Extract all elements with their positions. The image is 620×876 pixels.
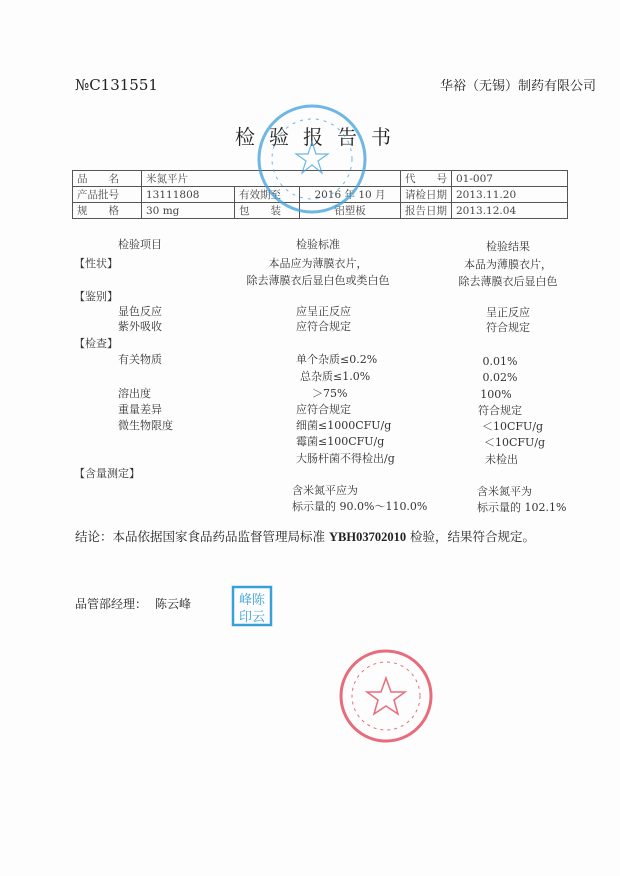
result: 呈正反应 [486, 306, 530, 319]
label: 有效期至 [235, 187, 300, 203]
result: 除去薄膜衣后显白色 [458, 275, 558, 288]
product-name: 米氮平片 [142, 171, 401, 187]
label: 产品批号 [73, 187, 142, 203]
standard: 大肠杆菌不得检出/g [296, 452, 395, 465]
result: 未检出 [485, 453, 518, 466]
col-result: 检验结果 [486, 240, 530, 253]
result: 标示量的 102.1% [477, 501, 567, 514]
conclusion-text: 检验，结果符合规定。 [406, 529, 536, 544]
label: 报告日期 [401, 203, 452, 219]
section-appearance: 【性状】 [74, 257, 118, 270]
svg-text:峰陈: 峰陈 [238, 593, 266, 608]
standard: 标示量的 90.0%～110.0% [292, 500, 428, 513]
result: 0.02% [482, 371, 518, 384]
standard: 细菌≤1000CFU/g [296, 419, 392, 432]
item: 溶出度 [118, 387, 151, 400]
item: 有关物质 [118, 353, 162, 366]
label: 请检日期 [401, 187, 452, 203]
item: 重量差异 [118, 403, 162, 416]
standard: 应符合规定 [296, 403, 351, 416]
result: 符合规定 [478, 404, 522, 417]
batch-number: 13111808 [142, 187, 235, 203]
label: 品 名 [73, 171, 142, 187]
standard-code: YBH03702010 [328, 530, 407, 544]
request-date: 2013.11.20 [452, 187, 568, 203]
standard: 含米氮平应为 [292, 484, 358, 497]
standard: 单个杂质≤0.2% [296, 353, 378, 366]
section-identification: 【鉴别】 [74, 290, 118, 303]
result: 符合规定 [486, 321, 530, 334]
item: 紫外吸收 [118, 320, 162, 333]
conclusion-text: 结论：本品依据国家食品药品监督管理局标准 [75, 529, 329, 544]
standard: 除去薄膜衣后显白色或类白色 [246, 274, 390, 287]
item: 显色反应 [118, 305, 162, 318]
result: ＜10CFU/g [482, 420, 544, 433]
col-item: 检验项目 [118, 238, 162, 251]
section-tests: 【检查】 [74, 337, 118, 350]
result: 0.01% [482, 355, 518, 368]
label: 规 格 [73, 203, 142, 219]
manager-name: 陈云峰 [155, 597, 192, 611]
result: 本品为薄膜衣片， [464, 258, 552, 271]
result: 含米氮平为 [477, 485, 532, 498]
label: 包 装 [235, 203, 300, 219]
expiry: 2016 年 10 月 [300, 187, 401, 203]
packaging: 铝塑板 [300, 203, 401, 219]
section-assay: 【含量测定】 [74, 467, 140, 480]
conclusion [75, 530, 535, 544]
result: 100% [480, 388, 512, 401]
standard: 霉菌≤100CFU/g [296, 435, 385, 448]
manager-signature [75, 597, 191, 611]
standard: 应符合规定 [296, 320, 351, 333]
company-name: 华裕（无锡）制药有限公司 [440, 79, 597, 94]
col-standard: 检验标准 [296, 238, 340, 251]
manager-label: 品管部经理： [75, 597, 148, 611]
label: 代 号 [401, 171, 452, 187]
item: 微生物限度 [118, 419, 173, 432]
spec: 30 mg [142, 203, 235, 219]
report-title: 检验报告书 [235, 125, 405, 149]
code: 01-007 [452, 171, 568, 187]
standard: 总杂质≤1.0% [300, 370, 371, 383]
standard: 应呈正反应 [296, 305, 351, 318]
company-seal-red-icon [338, 648, 434, 744]
result: ＜10CFU/g [484, 436, 546, 449]
company-seal-blue-icon [255, 102, 370, 217]
standard: 本品应为薄膜衣片， [268, 257, 368, 270]
standard: ＞75% [312, 387, 348, 400]
report-number: №C131551 [75, 76, 158, 94]
personal-seal-icon [230, 584, 274, 628]
report-date: 2013.12.04 [452, 203, 568, 219]
svg-text:印云: 印云 [238, 610, 266, 625]
